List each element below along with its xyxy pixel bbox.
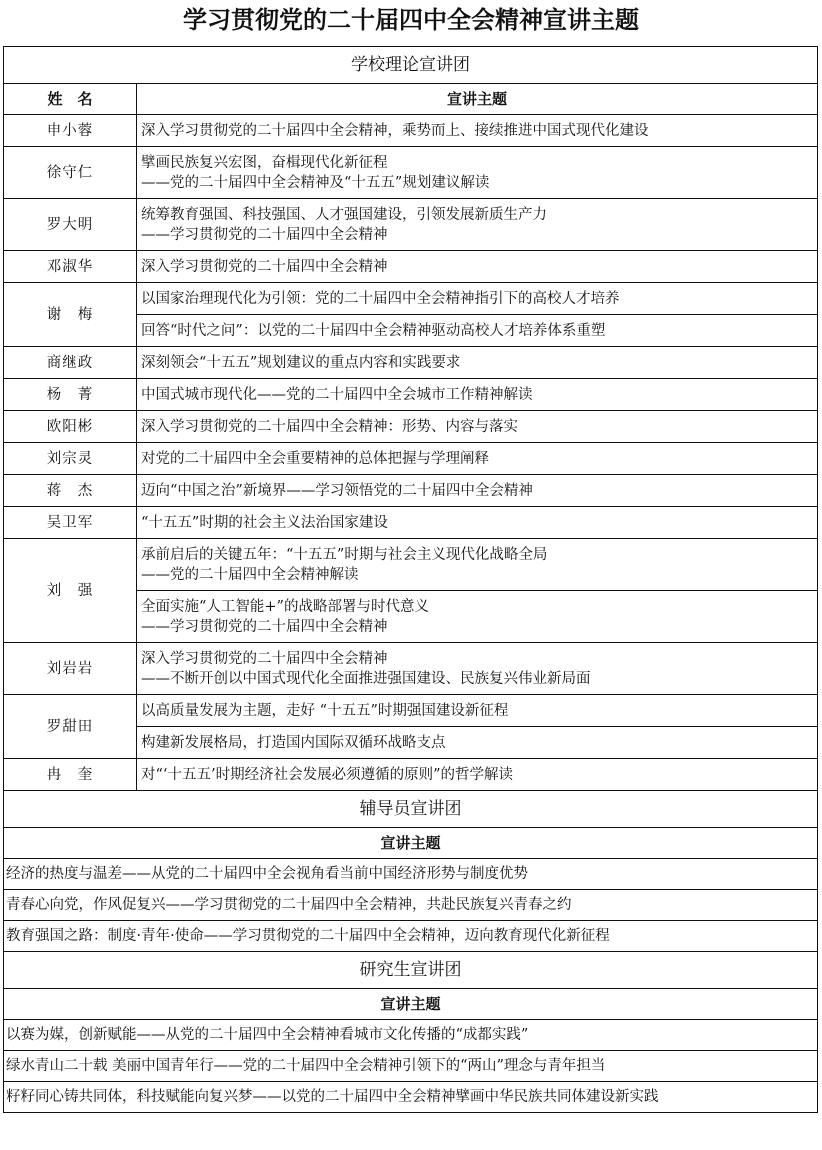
topic-cell [137,283,818,315]
table-row [4,411,818,443]
topic-cell [137,591,818,643]
topic-cell: 以赛为媒，创新赋能——从党的二十届四中全会精神看城市文化传播的“成都实践” [4,1020,818,1051]
column-header-topic: 宣讲主题 [137,84,818,115]
table-row [4,539,818,591]
table-row [4,475,818,507]
speaker-name: 刘岩岩 [4,643,137,695]
topic-cell [137,759,818,791]
column-header-row [4,84,818,115]
speaker-name: 徐守仁 [4,147,137,199]
topic-cell [137,199,818,251]
topic-cell [137,643,818,695]
topic-line: 回答“时代之问”：以党的二十届四中全会精神驱动高校人才培养体系重塑 [141,322,606,339]
table-row [4,695,818,727]
topic-cell: 教育强国之路：制度·青年·使命——学习贯彻党的二十届四中全会精神，迈向教育现代化新征程 [4,921,818,952]
topic-line: ——党的二十届四中全会精神解读 [141,566,359,583]
topic-line: 深刻领会“十五五”规划建议的重点内容和实践要求 [141,354,461,371]
topic-line: ——学习贯彻党的二十届四中全会精神 [141,226,388,243]
topic-line: 深入学习贯彻党的二十届四中全会精神：形势、内容与落实 [141,418,518,435]
speaker-name: 吴卫军 [4,507,137,539]
topic-cell [137,147,818,199]
speaker-name: 冉 奎 [4,759,137,791]
topic-line: 对党的二十届四中全会重要精神的总体把握与学理阐释 [141,450,489,467]
speaker-name: 商继政 [4,347,137,379]
topic-cell [137,695,818,727]
topic-cell: 青春心向党，作风促复兴——学习贯彻党的二十届四中全会精神，共赴民族复兴青春之约 [4,890,818,921]
topic-line: 迈向“中国之治”新境界——学习领悟党的二十届四中全会精神 [141,482,533,499]
table-row [4,379,818,411]
topic-cell [137,507,818,539]
column-header-topic: 宣讲主题 [4,828,818,859]
topic-cell: 绿水青山二十载 美丽中国青年行——党的二十届四中全会精神引领下的“两山”理念与青年担当 [4,1051,818,1082]
table-row [4,199,818,251]
speaker-name: 申小蓉 [4,115,137,147]
section-title: 辅导员宣讲团 [4,791,818,828]
topic-line: “十五五”时期的社会主义法治国家建设 [141,514,388,531]
topic-line: 以国家治理现代化为引领：党的二十届四中全会精神指引下的高校人才培养 [141,290,620,307]
speaker-name: 谢 梅 [4,283,137,347]
section-title: 研究生宣讲团 [4,952,818,989]
column-header-row [4,828,818,859]
topic-cell [137,379,818,411]
table-row [4,251,818,283]
topic-cell [137,727,818,759]
topic-cell [137,251,818,283]
column-header-name: 姓 名 [4,84,137,115]
speaker-name: 杨 菁 [4,379,137,411]
topic-line: 深入学习贯彻党的二十届四中全会精神 [141,258,388,275]
topic-cell [137,347,818,379]
speaker-name: 邓淑华 [4,251,137,283]
table-row [4,147,818,199]
column-header-topic: 宣讲主题 [4,989,818,1020]
topic-cell [137,475,818,507]
topic-line: 以高质量发展为主题，走好 “十五五”时期强国建设新征程 [141,702,509,719]
table-row [4,507,818,539]
section-title: 学校理论宣讲团 [4,47,818,84]
topic-line: 构建新发展格局，打造国内国际双循环战略支点 [141,734,446,751]
lecture-topics-table [3,46,818,1113]
speaker-name: 罗大明 [4,199,137,251]
topic-cell: 籽籽同心铸共同体，科技赋能向复兴梦——以党的二十届四中全会精神擘画中华民族共同体建设新实践 [4,1082,818,1113]
topic-line: 中国式城市现代化——党的二十届四中全会城市工作精神解读 [141,386,533,403]
topic-cell [137,315,818,347]
topic-cell [137,443,818,475]
topic-line: 全面实施“人工智能+”的战略部署与时代意义 [141,598,429,615]
speaker-name: 刘 强 [4,539,137,643]
topic-line: 擘画民族复兴宏图，奋楫现代化新征程 [141,154,388,171]
topic-cell [137,411,818,443]
table-row [4,1082,818,1113]
topic-line: 深入学习贯彻党的二十届四中全会精神，乘势而上、接续推进中国式现代化建设 [141,122,649,139]
topic-line: 深入学习贯彻党的二十届四中全会精神 [141,650,388,667]
table-row [4,859,818,890]
speaker-name: 罗甜田 [4,695,137,759]
table-row [4,759,818,791]
topic-cell [137,539,818,591]
column-header-row [4,989,818,1020]
topic-line: ——学习贯彻党的二十届四中全会精神 [141,618,388,635]
topic-cell [137,115,818,147]
topic-line: 承前启后的关键五年：“十五五”时期与社会主义现代化战略全局 [141,546,548,563]
table-row [4,283,818,315]
table-row [4,921,818,952]
table-row [4,1051,818,1082]
document-title: 学习贯彻党的二十届四中全会精神宣讲主题 [183,5,639,34]
section-header-graduate [4,952,818,989]
speaker-name: 欧阳彬 [4,411,137,443]
speaker-name: 刘宗灵 [4,443,137,475]
topic-line: ——党的二十届四中全会精神及“十五五”规划建议解读 [141,174,490,191]
table-row [4,347,818,379]
table-row [4,643,818,695]
topic-cell: 经济的热度与温差——从党的二十届四中全会视角看当前中国经济形势与制度优势 [4,859,818,890]
section-header-counselor [4,791,818,828]
section-header-school [4,47,818,84]
table-row [4,1020,818,1051]
table-row [4,115,818,147]
topic-line: 统筹教育强国、科技强国、人才强国建设，引领发展新质生产力 [141,206,547,223]
table-row [4,890,818,921]
topic-line: ——不断开创以中国式现代化全面推进强国建设、民族复兴伟业新局面 [141,670,591,687]
table-row [4,443,818,475]
topic-line: 对“‘十五五’时期经济社会发展必须遵循的原则”的哲学解读 [141,766,514,783]
speaker-name: 蒋 杰 [4,475,137,507]
